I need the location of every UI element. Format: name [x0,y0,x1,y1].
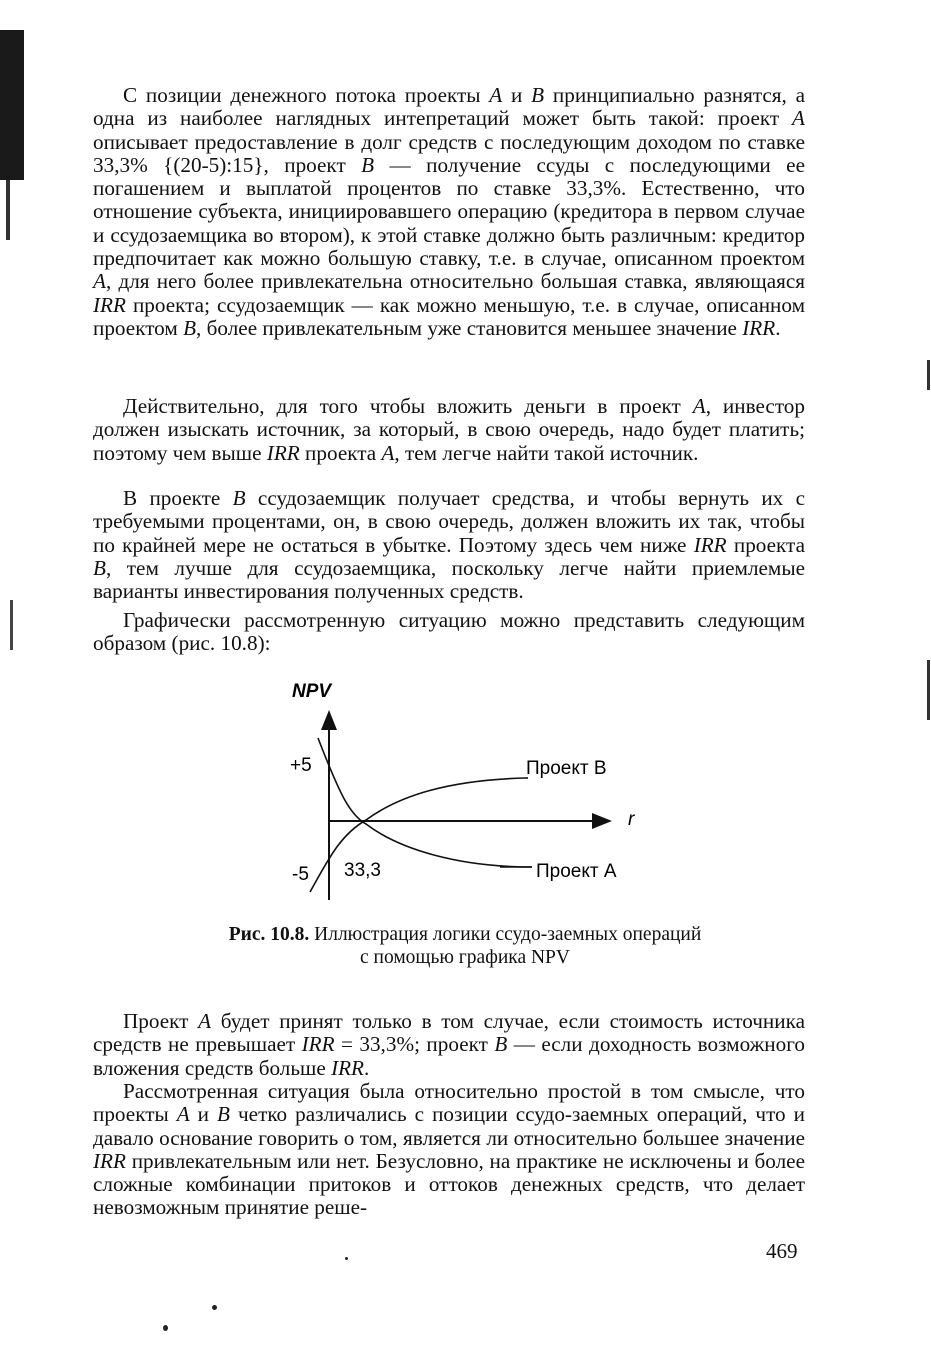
italic-term: IRR [301,1032,335,1057]
paragraph-text: четко различались с позиции ссудо-заемных операций, что и давало основание говорить о том, является ли относительно большее значение [93,1102,805,1150]
paragraph-text: , тем легче найти такой источник. [394,440,699,465]
italic-term: A [93,269,106,294]
italic-term: B [93,555,106,580]
scan-shadow [6,180,10,240]
italic-term: A [381,440,395,465]
italic-term: IRR [331,1055,365,1080]
italic-term: B [361,152,375,177]
paragraph-text: , более привлекательным уже становится меньшее значение [196,315,743,340]
paragraph-text: Графически рассмотренную ситуацию можно представить следующим образом (рис. 10.8): [93,608,805,656]
scan-mark [927,660,930,720]
project-b-label [526,758,607,779]
scan-speck [212,1305,217,1310]
italic-term: A [489,83,503,107]
paragraph-text: = 33,3%; проект [334,1032,495,1057]
paragraph-text: В проекте [123,486,233,510]
paragraph-text: принципиально разнятся, а одна из наиболее наглядных интепретаций может быть такой: проект [93,83,806,131]
scan-speck [345,1257,348,1260]
paragraph [93,1080,805,1220]
paragraph [93,84,805,340]
italic-term: B [531,83,545,107]
scan-shadow [0,30,24,180]
project-a-label-text: Проект A [536,861,617,882]
scan-shadow [10,600,13,650]
paragraph [93,1010,805,1080]
paragraph-text: описывает предоставление в долг средств с последующим доходом по ставке 33,3% {(20-5):15}, проект [93,129,805,177]
italic-term: B [183,315,197,340]
italic-term: IRR [93,1148,126,1173]
paragraph [93,487,805,603]
paragraph [93,609,805,656]
paragraph-text: С позиции денежного потока проекты [123,83,490,107]
paragraph-text: Проект [123,1009,199,1033]
tick-plus-5: +5 [290,755,312,776]
caption-line2: с помощью графика NPV [360,947,570,968]
tick-minus-5: -5 [292,864,309,885]
paragraph-text: проекта [299,440,382,465]
italic-term: A [792,106,805,131]
caption-number: Рис. 10.8. [228,924,310,945]
paragraph [93,395,805,465]
project-b-label-text: Проект B [526,758,607,779]
paragraph-text: привлекательным или нет. Безусловно, на практике не исключены и более сложные комбинации притоков и оттоков денежных средств, что делает невозможным принятие реше- [93,1148,805,1220]
intersection-label: 33,3 [344,860,381,881]
paragraph-text: — получение ссуды с последующими ее погашением и выплатой процентов по ставке 33,3%. Естественно, что отношение субъекта, инициировавшего операцию (кредитора в первом случае и ссудозаемщика во втором), к этой ставке должно быть различным: кредитор предпочитает как можно большую ставку, т.е. в случае, описанном проектом [93,152,805,271]
paragraph-text: — если доходность возможного вложения средств больше [93,1032,805,1080]
paragraph-text: проекта; ссудозаемщик — как можно меньшую, т.е. в случае, описанном проектом [93,292,805,340]
italic-term: B [217,1102,230,1127]
italic-term: A [176,1102,190,1127]
y-axis-label: NPV [292,681,332,702]
paragraph-text: проекта [726,532,805,557]
paragraph-text: . [775,315,781,340]
italic-term: A [692,394,706,418]
project-a-curve [318,738,532,867]
paragraph-text: , инвестор должен изыскать источник, за который, в свою очередь, надо будет платить; поэтому чем выше [93,394,805,465]
paragraph-text: Рассмотренная ситуация была относительно простой в том смысле, что проекты [93,1079,805,1127]
italic-term: IRR [93,292,126,317]
figure-caption [150,923,780,969]
paragraph-text: Действительно, для того чтобы вложить деньги в проект [123,394,693,418]
paragraph-text: будет принят только в том случае, если стоимость источника средств не превышает [93,1009,805,1057]
x-axis-label: r [628,809,635,830]
page-number: 469 [766,1239,798,1263]
scan-speck [163,1325,168,1331]
italic-term: B [232,486,246,510]
italic-term: IRR [693,532,727,557]
scan-mark [927,360,930,390]
npv-figure [270,675,670,910]
paragraph-text: и [189,1102,218,1127]
italic-term: IRR [742,315,776,340]
project-a-label [536,861,617,882]
paragraph-text: , тем лучше для ссудозаемщика, поскольку легче найти приемлемые варианты инвестирования полученных средств. [93,555,805,604]
paragraph-text: ссудозаемщик получает средства, и чтобы вернуть их с требуемыми процентами, он, в свою очередь, должен вложить их так, чтобы по крайней мере не остаться в убытке. Поэтому здесь чем ниже [93,486,805,557]
paragraph-text: , для него более привлекательна относительно большая ставка, являющаяся [105,269,805,294]
paragraph-text: и [502,83,532,107]
paragraph-text: . [364,1055,370,1080]
italic-term: A [198,1009,212,1033]
caption-line1: Иллюстрация логики ссудо-заемных операций [314,924,702,945]
italic-term: IRR [266,440,300,465]
italic-term: B [494,1032,508,1057]
